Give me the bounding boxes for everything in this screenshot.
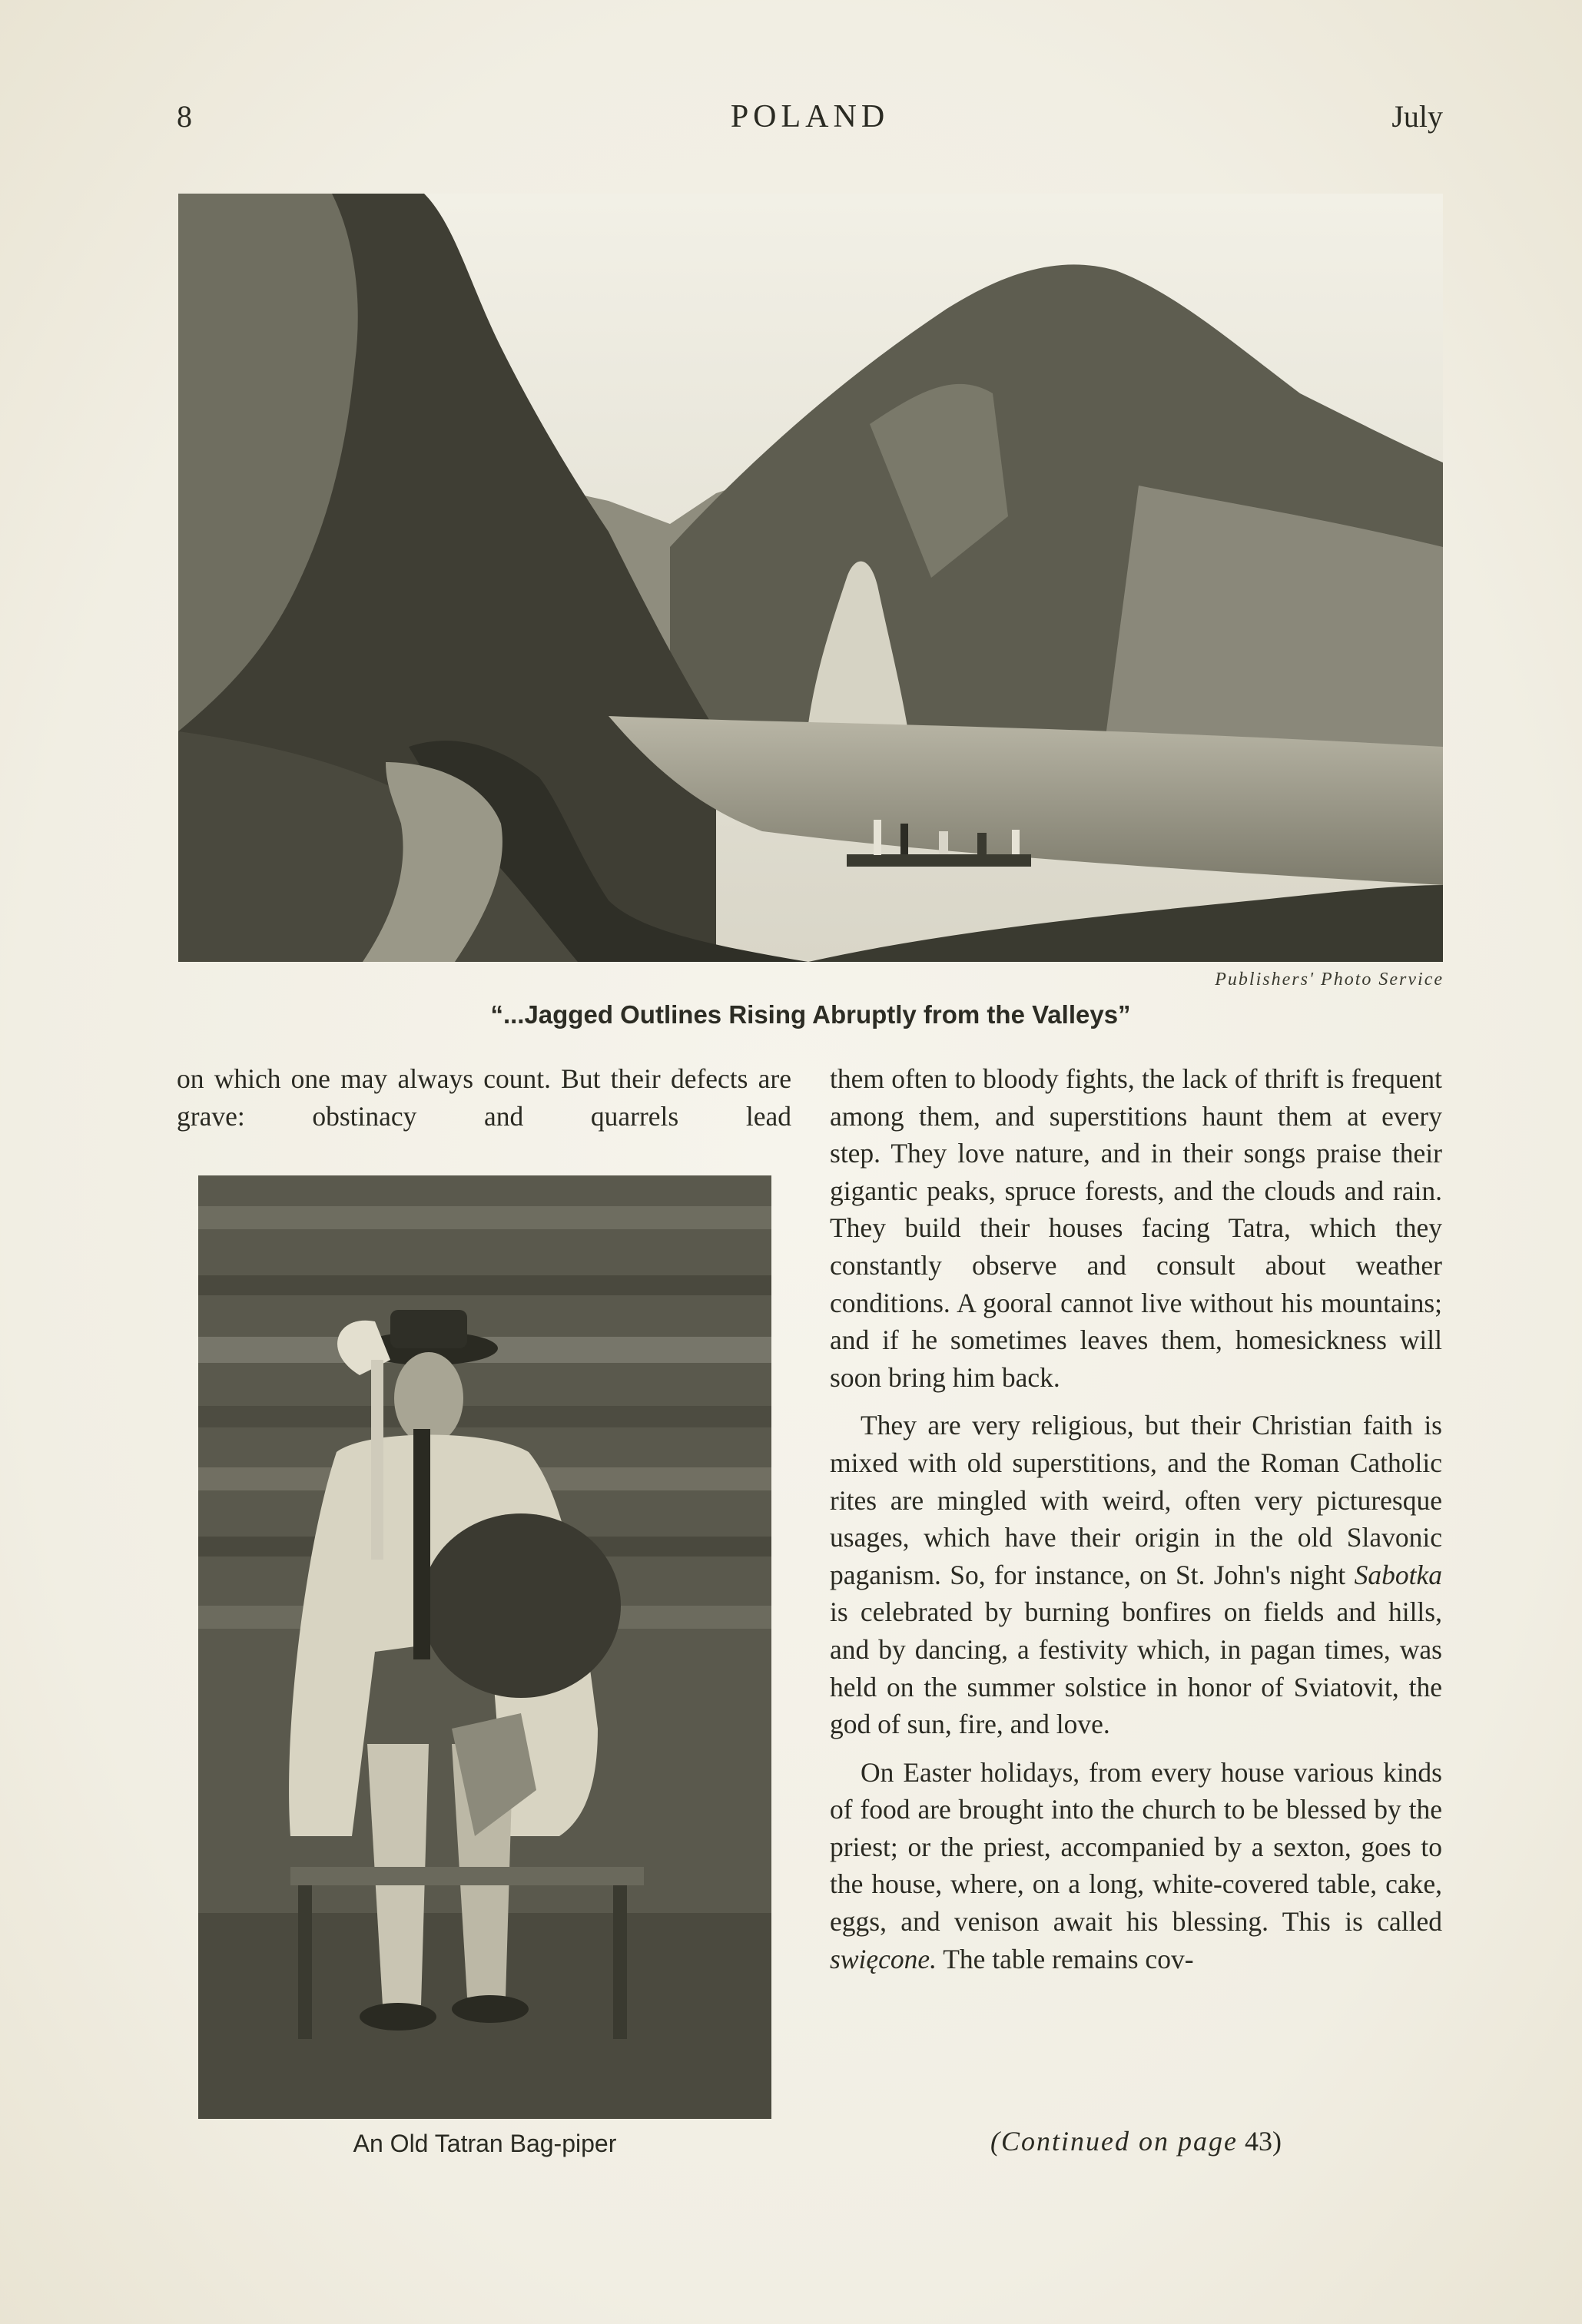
page-number: 8 [177,99,192,134]
paragraph-1: them often to bloody fights, the lack of thrift is frequent among them, and superstitions haunt them at every step. They love nature, and in their songs praise their gigantic peaks, spruce forests, and the clouds and rain. They build their houses facing Tatra, which they constantly observe and consult about weather conditions. A gooral cannot live without his mountains; and if he sometimes leaves them, homesickness will soon bring him back. [830,1063,1442,1393]
bagpiper-illustration [198,1175,771,2119]
continued-note [830,2125,1442,2157]
continued-italic: (Continued on page [990,2126,1238,2157]
continued-page: 43) [1244,2126,1282,2157]
paragraph-2-text-a: They are very religious, but their Christian faith is mixed with old superstitions, and the Roman Catholic rites are mingled with weird, often very picturesque usages, which have their origin in the old Slavonic paganism. So, for instance, on St. John's night [830,1410,1442,1590]
bagpiper-caption: An Old Tatran Bag-piper [353,2130,617,2157]
left-column-paragraph: on which one may always count. But their defects are grave: obstinacy and quarrels lead [177,1063,791,1132]
paragraph-3-text-a: On Easter holidays, from every house various kinds of food are brought into the church to be blessed by the priest; or the priest, accompanied by a sexton, goes to the house, where, on a long, white-covered table, cake, eggs, and venison await his blessing. This is called [830,1756,1442,1938]
photo-credit: Publishers' Photo Service [1215,970,1444,990]
publication-title: POLAND [730,99,890,134]
paragraph-3-italic: swięcone. [830,1943,937,1974]
paragraph-2 [830,1407,1442,1742]
page-header [177,98,1443,144]
paragraph-2-text-b: is celebrated by burning bonfires on fields and hills, and by dancing, a festivity which, in pagan times, was held on the summer solstice in honor of Sviatovit, the god of sun, fire, and love. [830,1596,1442,1740]
bagpiper-photo [198,1175,771,2119]
issue-month: July [1391,99,1443,134]
left-column-text [177,1060,791,1135]
mountain-valley-illustration [178,194,1443,962]
paragraph-3 [830,1754,1442,1978]
paragraph-2-italic: Sabotka [1354,1559,1442,1590]
paragraph-3-text-b: The table remains cov- [937,1943,1194,1974]
top-photo-caption: “...Jagged Outlines Rising Abruptly from the Valleys” [490,1000,1131,1029]
mountain-valley-photo [178,194,1443,962]
right-column-text [830,1060,1442,1988]
